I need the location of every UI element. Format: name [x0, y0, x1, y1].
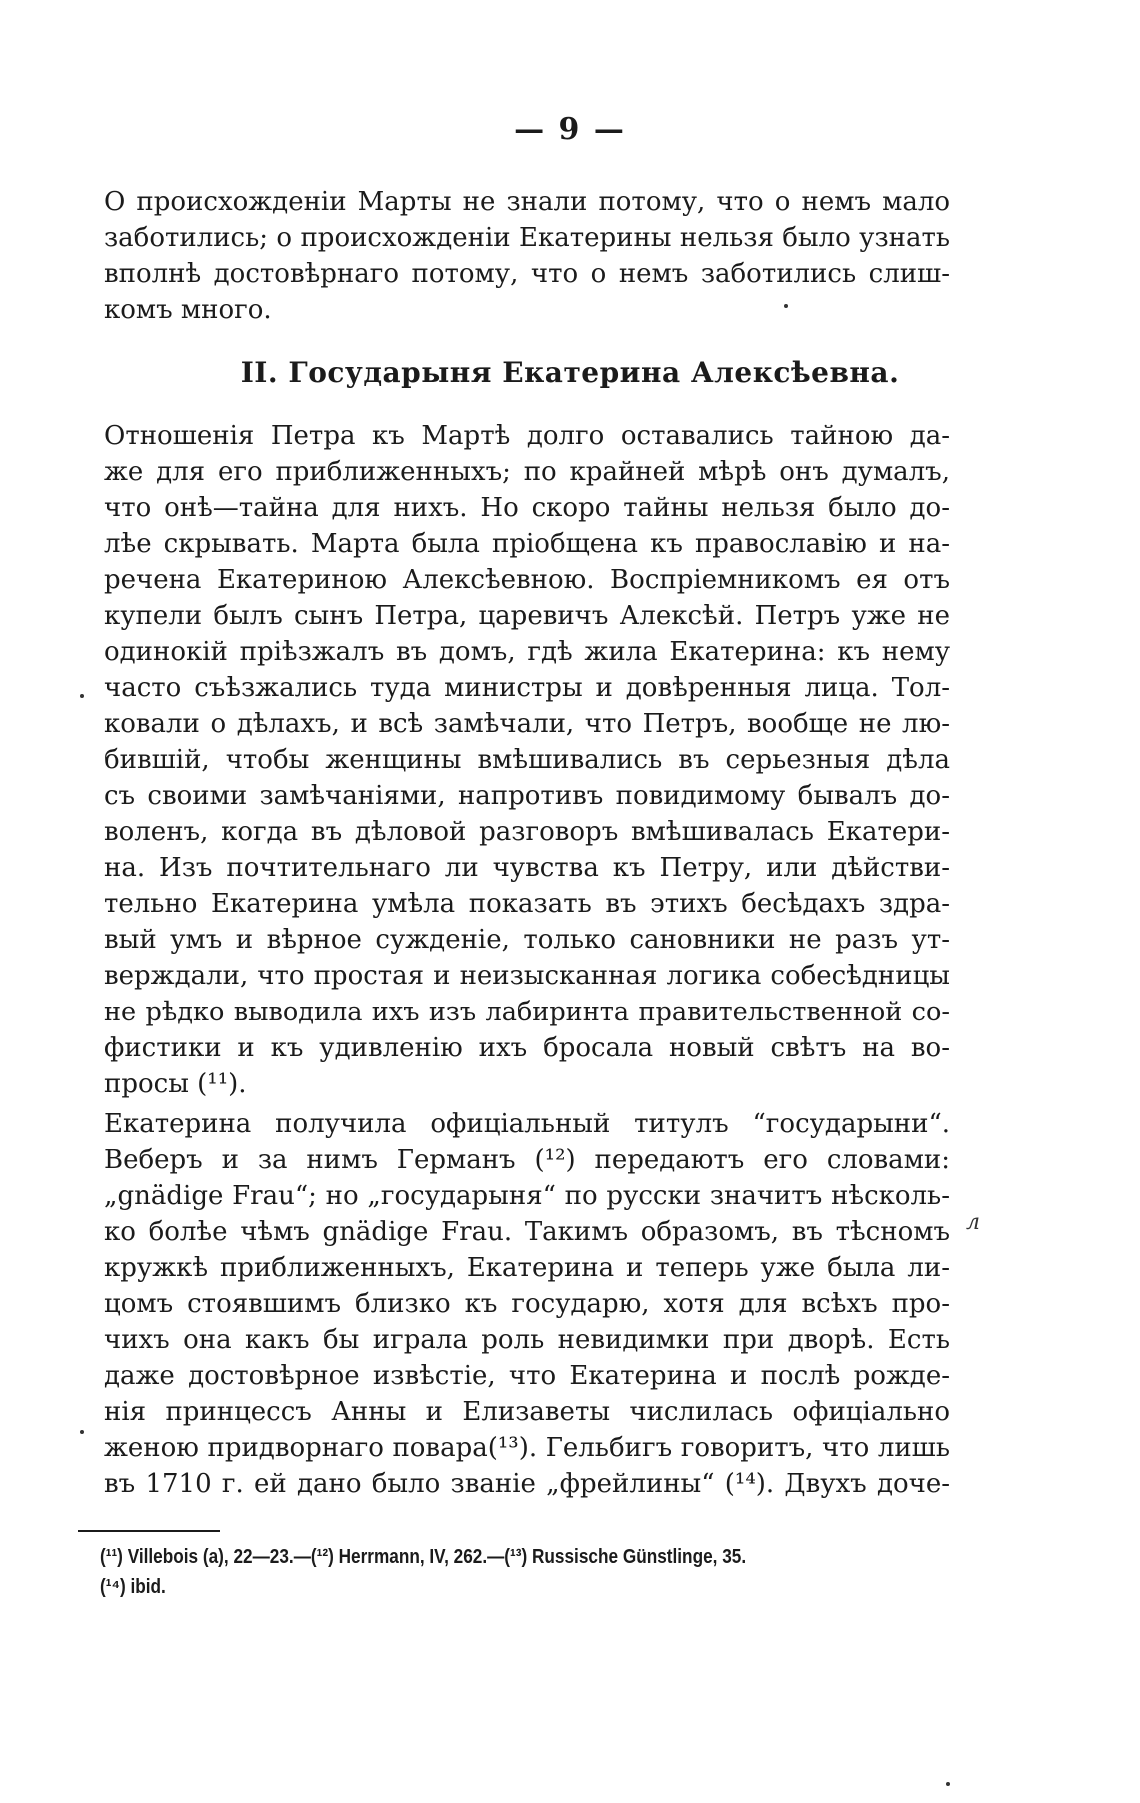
text-line: одинокій пріѣзжалъ въ домъ, гдѣ жила Екатерина: къ нему	[104, 637, 950, 667]
margin-annotation: л	[966, 1210, 981, 1235]
text-line: часто съѣзжались туда министры и довѣренныя лица. Тол-	[104, 673, 950, 703]
text-line: воленъ, когда въ дѣловой разговоръ вмѣшивалась Екатери-	[104, 817, 950, 847]
text-line: бившій, чтобы женщины вмѣшивались въ серьезныя дѣла	[104, 745, 950, 775]
text-line: просы (¹¹).	[104, 1069, 247, 1099]
text-line: женою придворнаго повара(¹³). Гельбигъ говоритъ, что лишь	[104, 1433, 950, 1463]
text-line: верждали, что простая и неизысканная логика собесѣдницы	[104, 961, 950, 991]
text-line: Екатерина получила офиціальный титулъ “государыни“.	[104, 1109, 950, 1139]
footnote-line: (¹⁴) ibid.	[100, 1576, 166, 1598]
text-line: О происхожденіи Марты не знали потому, что о немъ мало	[104, 187, 950, 217]
text-line: ковали о дѣлахъ, и всѣ замѣчали, что Петръ, вообще не лю-	[104, 709, 950, 739]
print-speck	[80, 694, 84, 698]
page-number: — 9 —	[514, 112, 626, 147]
text-line: нія принцессъ Анны и Елизаветы числилась офиціально	[104, 1397, 950, 1427]
footnote-line: (¹¹) Villebois (a), 22—23.—(¹²) Herrmann, IV, 262.—(¹³) Russische Günstlinge, 35.	[100, 1546, 747, 1568]
footnotes	[100, 1542, 950, 1602]
paragraph-2	[104, 1106, 950, 1502]
text-line: Веберъ и за нимъ Германъ (¹²) передаютъ его словами:	[104, 1145, 950, 1175]
text-line: „gnädige Frau“; но „государыня“ по русски значитъ нѣсколь-	[104, 1181, 950, 1211]
text-line: Отношенія Петра къ Мартѣ долго оставались тайною да-	[104, 421, 950, 451]
text-line: заботились; о происхожденіи Екатерины нельзя было узнать	[104, 223, 950, 253]
print-speck	[946, 1782, 950, 1786]
text-line: что онѣ—тайна для нихъ. Но скоро тайны нельзя было до-	[104, 493, 950, 523]
text-line: кружкѣ приближенныхъ, Екатерина и теперь уже была ли-	[104, 1253, 950, 1283]
text-line: вый умъ и вѣрное сужденіе, только сановники не разъ ут-	[104, 925, 950, 955]
chapter-heading: II. Государыня Екатерина Алексѣевна.	[240, 356, 900, 389]
print-speck	[80, 1430, 84, 1434]
text-line: чихъ она какъ бы играла роль невидимки при дворѣ. Есть	[104, 1325, 950, 1355]
text-line: съ своими замѣчаніями, напротивъ повидимому бывалъ до-	[104, 781, 950, 811]
text-line: не рѣдко выводила ихъ изъ лабиринта правительственной со-	[104, 997, 950, 1027]
footnote-divider	[78, 1530, 220, 1532]
intro-paragraph	[104, 184, 950, 328]
text-line: тельно Екатерина умѣла показать въ этихъ бесѣдахъ здра-	[104, 889, 950, 919]
text-line: лѣе скрывать. Марта была пріобщена къ православію и на-	[104, 529, 950, 559]
text-line: комъ много.	[104, 295, 272, 325]
text-line: на. Изъ почтительнаго ли чувства къ Петру, или дѣйстви-	[104, 853, 950, 883]
text-line: фистики и къ удивленію ихъ бросала новый свѣтъ на во-	[104, 1033, 950, 1063]
text-line: цомъ стоявшимъ близко къ государю, хотя для всѣхъ про-	[104, 1289, 950, 1319]
text-line: речена Екатериною Алексѣевною. Воспріемникомъ ея отъ	[104, 565, 950, 595]
text-line: купели былъ сынъ Петра, царевичъ Алексѣй. Петръ уже не	[104, 601, 950, 631]
text-line: ко болѣе чѣмъ gnädige Frau. Такимъ образомъ, въ тѣсномъ	[104, 1217, 950, 1247]
text-line: вполнѣ достовѣрнаго потому, что о немъ заботились слиш-	[104, 259, 950, 289]
paragraph-1	[104, 418, 950, 1102]
text-line: же для его приближенныхъ; по крайней мѣрѣ онъ думалъ,	[104, 457, 950, 487]
text-line: даже достовѣрное извѣстіе, что Екатерина и послѣ рожде-	[104, 1361, 950, 1391]
print-speck	[784, 304, 788, 308]
text-line: въ 1710 г. ей дано было званіе „фрейлины“ (¹⁴). Двухъ доче-	[104, 1469, 950, 1499]
